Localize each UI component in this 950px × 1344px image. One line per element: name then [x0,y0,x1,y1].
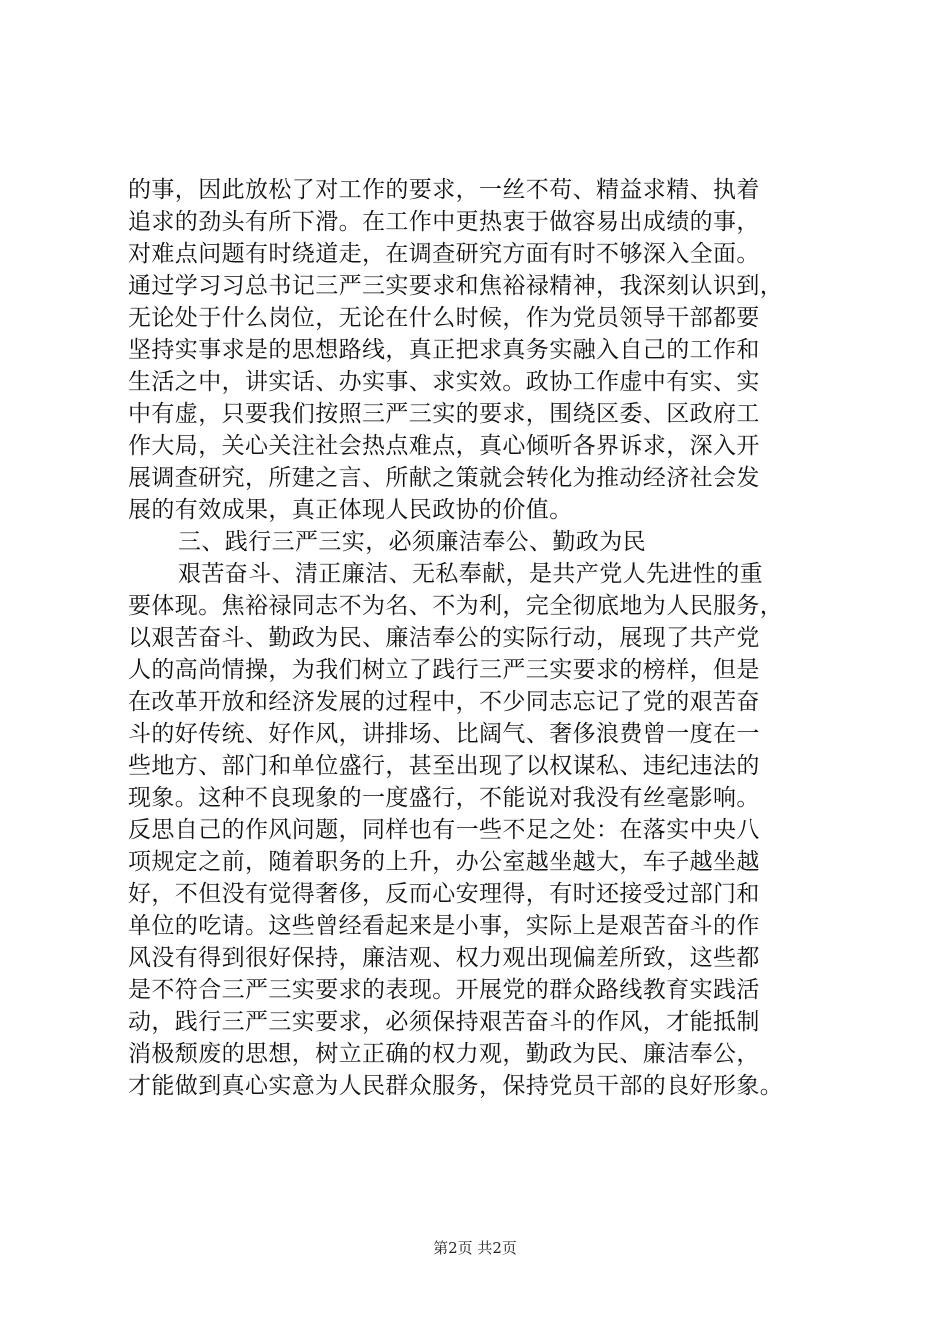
text-line: 无论处于什么岗位，无论在什么时候，作为党员领导干部都要 [128,305,760,331]
text-line: 展的有效成果，真正体现人民政协的价值。 [128,497,573,523]
text-line: 些地方、部门和单位盛行，甚至出现了以权谋私、违纪违法的 [128,753,760,779]
text-line: 对难点问题有时绕道走，在调查研究方面有时不够深入全面。 [128,241,760,267]
document-body [128,174,832,1102]
text-line: 坚持实事求是的思想路线，真正把求真务实融入自己的工作和 [128,337,760,363]
text-line: 消极颓废的思想，树立正确的权力观，勤政为民、廉洁奉公， [128,1041,760,1067]
text-line: 中有虚，只要我们按照三严三实的要求，围绕区委、区政府工 [128,401,760,427]
text-line: 生活之中，讲实话、办实事、求实效。政协工作虚中有实、实 [128,369,760,395]
text-line: 以艰苦奋斗、勤政为民、廉洁奉公的实际行动，展现了共产党 [128,625,760,651]
text-line: 通过学习习总书记三严三实要求和焦裕禄精神，我深刻认识到， [128,273,784,299]
text-line: 追求的劲头有所下滑。在工作中更热衷于做容易出成绩的事， [128,209,760,235]
text-line: 反思自己的作风问题，同样也有一些不足之处：在落实中央八 [128,817,760,843]
text-line: 作大局，关心关注社会热点难点，真心倾听各界诉求，深入开 [128,433,760,459]
text-line: 人的高尚情操，为我们树立了践行三严三实要求的榜样，但是 [128,657,760,683]
text-line: 动，践行三严三实要求，必须保持艰苦奋斗的作风，才能抵制 [128,1009,760,1035]
text-line: 才能做到真心实意为人民群众服务，保持党员干部的良好形象。 [128,1073,784,1099]
text-line: 好，不但没有觉得奢侈，反而心安理得，有时还接受过部门和 [128,881,760,907]
text-line: 项规定之前，随着职务的上升，办公室越坐越大，车子越坐越 [128,849,760,875]
text-line: 的事，因此放松了对工作的要求，一丝不苟、精益求精、执着 [128,177,760,203]
text-line: 展调查研究，所建之言、所献之策就会转化为推动经济社会发 [128,465,760,491]
text-line: 现象。这种不良现象的一度盛行，不能说对我没有丝毫影响。 [128,785,760,811]
text-line: 斗的好传统、好作风，讲排场、比阔气、奢侈浪费曾一度在一 [128,721,760,747]
paragraph-start-line: 艰苦奋斗、清正廉洁、无私奉献，是共产党人先进性的重 [178,561,763,587]
text-line: 风没有得到很好保持，廉洁观、权力观出现偏差所致，这些都 [128,945,760,971]
text-line: 单位的吃请。这些曾经看起来是小事，实际上是艰苦奋斗的作 [128,913,760,939]
text-line: 是不符合三严三实要求的表现。开展党的群众路线教育实践活 [128,977,760,1003]
section-heading: 三、践行三严三实，必须廉洁奉公、勤政为民 [178,529,646,555]
text-line: 要体现。焦裕禄同志不为名、不为利，完全彻底地为人民服务， [128,593,784,619]
page-number-footer: 第2页 共2页 [433,1239,517,1257]
text-line: 在改革开放和经济发展的过程中，不少同志忘记了党的艰苦奋 [128,689,760,715]
